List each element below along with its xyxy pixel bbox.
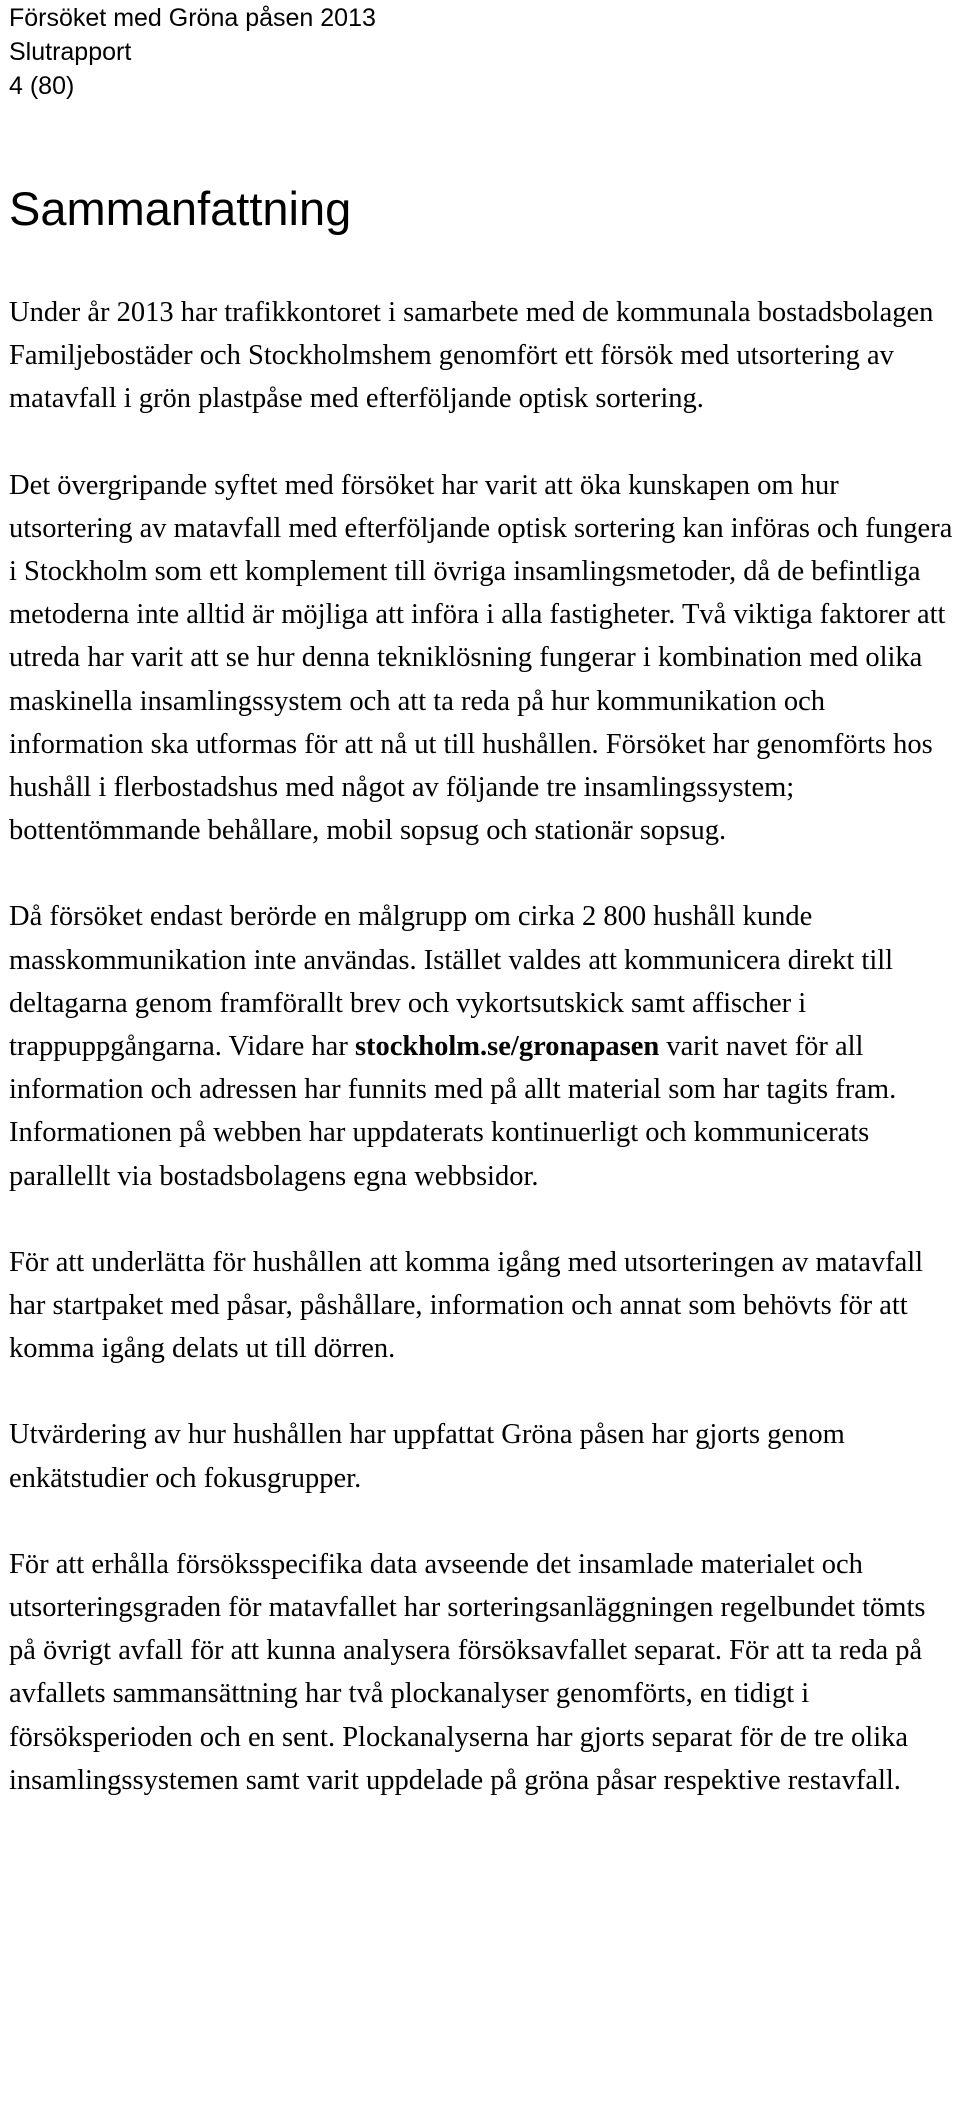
paragraph-intro: Under år 2013 har trafikkontoret i samarbete med de kommunala bostadsbolagen Familjebostäder och Stockholmshem genomfört ett försök med utsortering av matavfall i grön plastpåse med efterföljande optisk sortering. [9,297,934,415]
paragraph-communication [9,895,954,1197]
website-link[interactable]: stockholm.se/gronapasen [354,1031,660,1063]
document-title: Försöket med Gröna påsen 2013 [9,4,376,32]
paragraph-communication-text-end: varit navet för all information och adressen har funnits med på allt material som har tagits fram. Informationen på webben har uppdaterats kontinuerligt och kommunicerats parallellt via bostadsbolagens egna webbsidor. [9,1031,897,1192]
summary-body [9,291,954,1802]
paragraph-purpose: Det övergripande syftet med försöket har varit att öka kunskapen om hur utsortering av matavfall med efterföljande optisk sortering kan införas och fungera i Stockholm som ett komplement till övriga insamlingsmetoder, då de befintliga metoderna inte alltid är möjliga att införa i alla fastigheter. Två viktiga faktorer att utreda har varit att se hur denna tekniklösning fungerar i kombination med olika maskinella insamlingssystem och att ta reda på hur kommunikation och information ska utformas för att nå ut till hushållen. Försöket har genomförts hos hushåll i flerbostadshus med något av följande tre insamlingssystem; bottentömmande behållare, mobil sopsug och stationär sopsug. [9,469,953,847]
paragraph-evaluation: Utvärdering av hur hushållen har uppfattat Gröna påsen har gjorts genom enkätstudier och fokusgrupper. [9,1419,845,1494]
paragraph-analysis: För att erhålla försöksspecifika data avseende det insamlade materialet och utsorteringsgraden för matavfallet har sorteringsanläggningen regelbundet tömts på övrigt avfall för att kunna analysera försöksavfallet separat. För att ta reda på avfallets sammansättning har två plockanalyser genomförts, en tidigt i försöksperioden och en sent. Plockanalyserna har gjorts separat för de tre olika insamlingssystemen samt varit uppdelade på gröna påsar respektive restavfall. [9,1548,926,1796]
report-type: Slutrapport [9,38,132,66]
section-title: Sammanfattning [9,182,352,235]
paragraph-starter-kit: För att underlätta för hushållen att komma igång med utsorteringen av matavfall har startpaket med påsar, påshållare, information och annat som behövts för att komma igång delats ut till dörren. [9,1246,924,1365]
paragraph-communication-text-start: Då försöket endast berörde en målgrupp om cirka 2 800 hushåll kunde masskommunikation inte användas. Istället valdes att kommunicera direkt till deltagarna genom framförallt brev och vykortsutskick samt affischer i trappuppgångarna. Vidare har [9,901,894,1063]
page-number: 4 (80) [9,72,75,100]
running-header [9,1,960,103]
